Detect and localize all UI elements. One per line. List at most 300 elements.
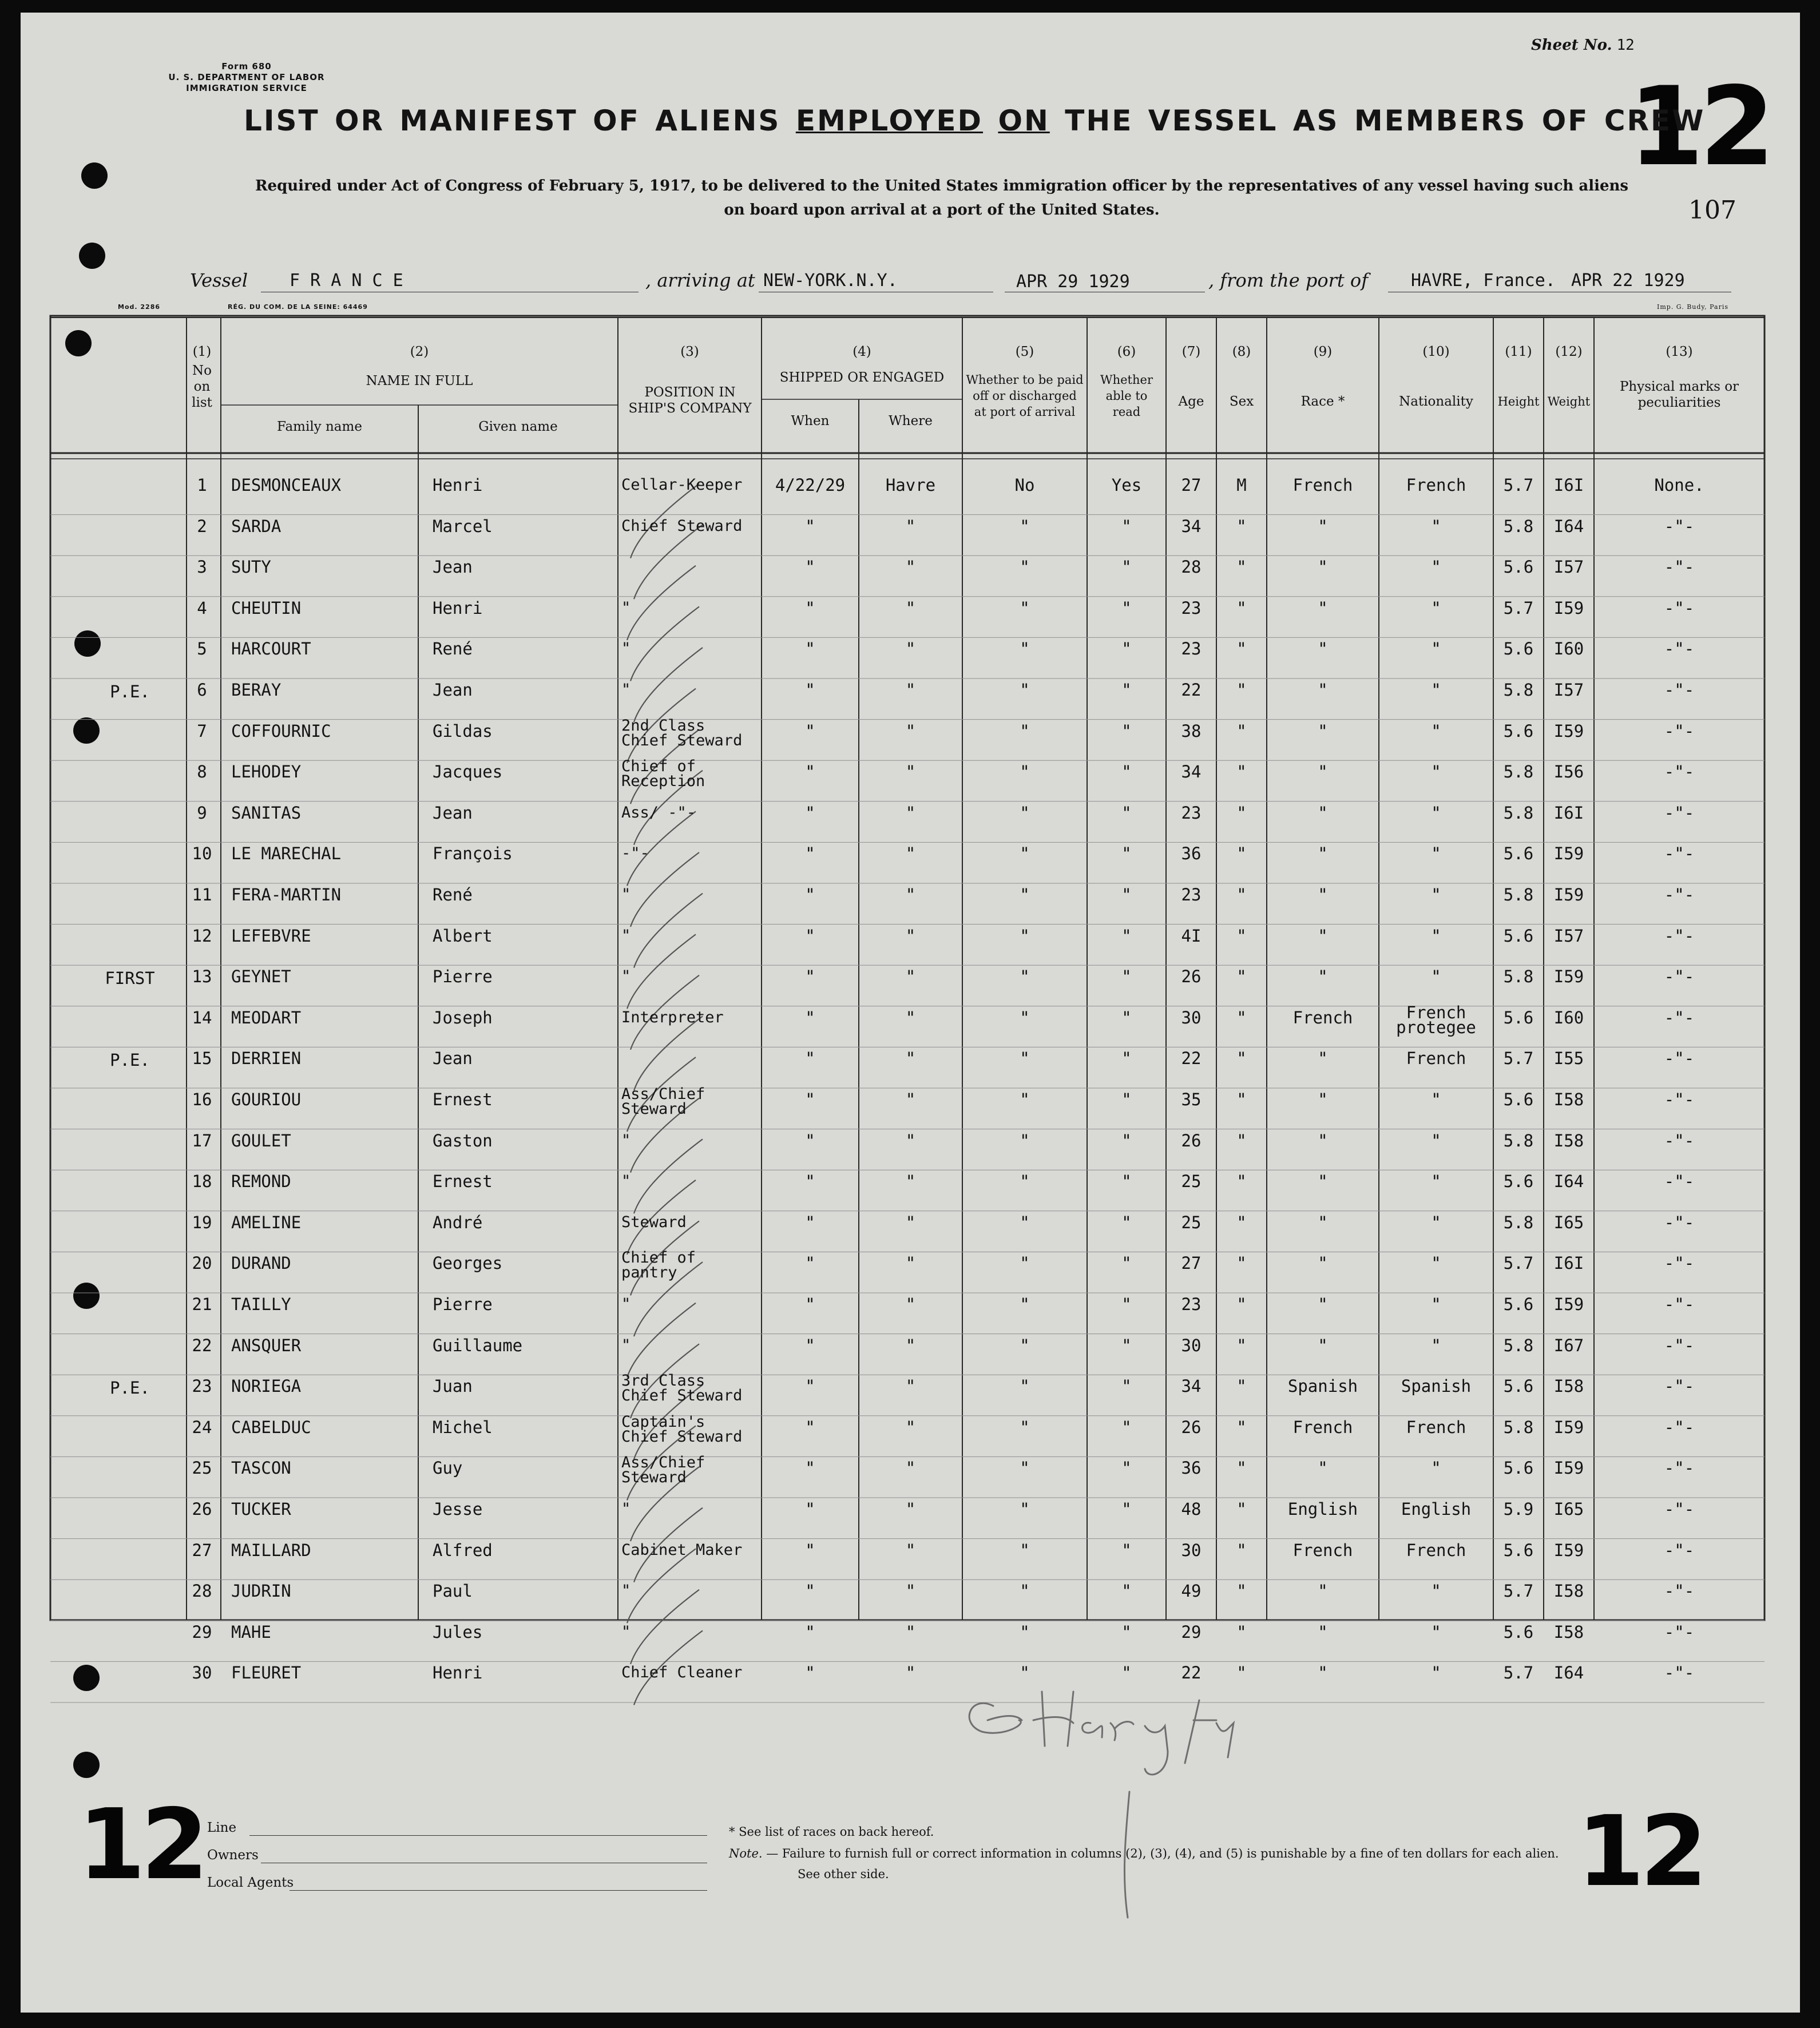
cell-given: Marcel (433, 516, 493, 536)
cell-read: " (1121, 1212, 1132, 1232)
cell-no: 16 (192, 1090, 212, 1109)
sheet-number-label: Sheet No. (1531, 37, 1612, 54)
cell-family: JUDRIN (231, 1581, 291, 1601)
cell-age: 28 (1181, 557, 1202, 577)
cell-when: " (805, 1130, 815, 1150)
owners-label: Owners (207, 1848, 259, 1863)
arrival-date: APR 29 1929 (1016, 272, 1130, 292)
cell-paid: " (1020, 1253, 1030, 1273)
cell-no: 5 (197, 639, 207, 659)
cell-read: " (1121, 639, 1132, 659)
cell-when: " (805, 1212, 815, 1232)
cell-height: 5.6 (1503, 844, 1534, 864)
cell-position: Cabinet Maker (621, 1541, 743, 1559)
cell-sex: " (1236, 680, 1247, 700)
cell-position: " (621, 640, 631, 658)
cell-paid: " (1020, 1172, 1030, 1192)
cell-read: " (1121, 1540, 1132, 1560)
cell-weight: I6I (1553, 1253, 1584, 1273)
registry-notice: RÉG. DU COM. DE LA SEINE: 64469 (228, 303, 368, 311)
manifest-sheet (21, 13, 1800, 2013)
cell-nat: " (1431, 1335, 1441, 1355)
cell-given: Ernest (433, 1172, 493, 1192)
cell-when: " (805, 1581, 815, 1601)
cell-position: Cellar-Keeper (621, 476, 743, 494)
cell-sex: " (1236, 1376, 1247, 1396)
cell-position: Ass/ -"- (621, 803, 696, 821)
cell-age: 30 (1181, 1540, 1202, 1560)
cell-sex: " (1236, 1172, 1247, 1192)
cell-position: Chief Steward (621, 517, 743, 535)
cell-age: 38 (1181, 721, 1202, 741)
cell-weight: I65 (1553, 1499, 1584, 1519)
cell-nat: " (1431, 1295, 1441, 1314)
cell-position: " (621, 598, 631, 617)
cell-sex: " (1236, 1295, 1247, 1314)
cell-height: 5.8 (1503, 1130, 1534, 1150)
cell-weight: I59 (1553, 967, 1584, 987)
cell-sex: " (1236, 1581, 1247, 1601)
cell-family: DERRIEN (231, 1049, 302, 1069)
cell-read: " (1121, 557, 1132, 577)
col-height-header: Height (1497, 395, 1540, 408)
cell-where: " (905, 1499, 916, 1519)
cell-when: " (805, 762, 815, 782)
cell-paid: " (1020, 1335, 1030, 1355)
cell-nat: " (1431, 1212, 1441, 1232)
cell-where: " (905, 926, 916, 946)
cell-marks: -"- (1664, 1622, 1695, 1642)
col-position-header: POSITION IN SHIP'S COMPANY (628, 385, 752, 416)
cell-given: Henri (433, 475, 483, 495)
cell-sex: " (1236, 639, 1247, 659)
cell-marks: -"- (1664, 1253, 1695, 1273)
cell-where: Havre (885, 475, 936, 495)
cell-nat: " (1431, 1622, 1441, 1642)
cell-nat: French protegee (1396, 1002, 1476, 1037)
col-paid-number: (5) (1015, 344, 1034, 359)
cell-race: " (1318, 1253, 1328, 1273)
col-sex-header: Sex (1229, 394, 1254, 409)
cell-read: " (1121, 1376, 1132, 1396)
cell-given: Ernest (433, 1090, 493, 1109)
cell-age: 23 (1181, 598, 1202, 618)
cell-height: 5.7 (1503, 1253, 1534, 1273)
cell-sex: " (1236, 1458, 1247, 1478)
cell-sex: " (1236, 1499, 1247, 1519)
margin-note: P.E. (110, 682, 150, 701)
cell-where: " (905, 1007, 916, 1027)
cell-sex: " (1236, 1007, 1247, 1027)
cell-marks: -"- (1664, 1007, 1695, 1027)
cell-height: 5.6 (1503, 1376, 1534, 1396)
cell-marks: -"- (1664, 1499, 1695, 1519)
cell-marks: -"- (1664, 762, 1695, 782)
cell-height: 5.8 (1503, 516, 1534, 536)
cell-when: " (805, 1049, 815, 1069)
cell-paid: " (1020, 1295, 1030, 1314)
cell-race: " (1318, 1581, 1328, 1601)
cell-age: 27 (1181, 475, 1202, 495)
cell-race: " (1318, 926, 1328, 946)
col-no-header: No on list (192, 363, 212, 410)
cell-paid: " (1020, 1130, 1030, 1150)
cell-weight: I59 (1553, 844, 1584, 864)
cell-height: 5.8 (1503, 967, 1534, 987)
cell-marks: -"- (1664, 1172, 1695, 1192)
cell-family: DURAND (231, 1253, 291, 1273)
cell-when: " (805, 885, 815, 904)
cell-no: 13 (192, 967, 212, 987)
cell-race: Spanish (1287, 1376, 1358, 1396)
cell-paid: " (1020, 1581, 1030, 1601)
cell-when: 4/22/29 (775, 475, 846, 495)
col-no-number: (1) (192, 344, 212, 359)
cell-age: 23 (1181, 639, 1202, 659)
local-agents-label: Local Agents (207, 1875, 294, 1890)
cell-height: 5.7 (1503, 475, 1534, 495)
stamped-number-left: 12 (78, 1788, 204, 1902)
cell-nat: " (1431, 885, 1441, 904)
cell-age: 26 (1181, 967, 1202, 987)
cell-read: " (1121, 1499, 1132, 1519)
cell-weight: I57 (1553, 680, 1584, 700)
cell-race: " (1318, 598, 1328, 618)
cell-when: " (805, 721, 815, 741)
cell-sex: " (1236, 967, 1247, 987)
cell-sex: " (1236, 516, 1247, 536)
cell-height: 5.6 (1503, 721, 1534, 741)
service-name: IMMIGRATION SERVICE (186, 83, 307, 93)
cell-position: Chief of Reception (621, 757, 705, 791)
cell-where: " (905, 1130, 916, 1150)
cell-paid: " (1020, 1622, 1030, 1642)
cell-race: " (1318, 844, 1328, 864)
cell-read: " (1121, 1049, 1132, 1069)
cell-height: 5.7 (1503, 1049, 1534, 1069)
note-label: Note. (729, 1847, 763, 1860)
cell-age: 23 (1181, 885, 1202, 904)
cell-sex: " (1236, 885, 1247, 904)
cell-age: 26 (1181, 1130, 1202, 1150)
cell-race: " (1318, 1458, 1328, 1478)
cell-nat: French (1406, 1049, 1466, 1069)
cell-weight: I56 (1553, 762, 1584, 782)
cell-position: Chief of pantry (621, 1249, 696, 1282)
cell-sex: " (1236, 762, 1247, 782)
cell-paid: " (1020, 1458, 1030, 1478)
cell-family: GEYNET (231, 967, 291, 987)
cell-when: " (805, 1295, 815, 1314)
cell-given: Jules (433, 1622, 483, 1642)
cell-age: 25 (1181, 1212, 1202, 1232)
department-name: U. S. DEPARTMENT OF LABOR (168, 72, 325, 82)
cell-weight: I58 (1553, 1090, 1584, 1109)
cell-height: 5.8 (1503, 680, 1534, 700)
cell-given: Paul (433, 1581, 473, 1601)
cell-family: AMELINE (231, 1212, 302, 1232)
cell-where: " (905, 1458, 916, 1478)
cell-read: " (1121, 598, 1132, 618)
cell-sex: " (1236, 1049, 1247, 1069)
cell-read: " (1121, 1130, 1132, 1150)
cell-race: " (1318, 680, 1328, 700)
cell-family: CHEUTIN (231, 598, 302, 618)
cell-paid: " (1020, 721, 1030, 741)
cell-age: 34 (1181, 1376, 1202, 1396)
cell-no: 2 (197, 516, 207, 536)
col-weight-number: (12) (1555, 344, 1583, 359)
col-age-header: Age (1178, 394, 1204, 409)
cell-height: 5.6 (1503, 926, 1534, 946)
cell-read: " (1121, 762, 1132, 782)
cell-position: 3rd Class Chief Steward (621, 1372, 743, 1405)
cell-age: 36 (1181, 844, 1202, 864)
cell-race: " (1318, 1663, 1328, 1683)
cell-no: 27 (192, 1540, 212, 1560)
cell-paid: No (1014, 475, 1035, 495)
cell-given: Michel (433, 1417, 493, 1437)
cell-weight: I58 (1553, 1581, 1584, 1601)
cell-where: " (905, 516, 916, 536)
cell-given: François (433, 844, 513, 864)
col-sex-number: (8) (1232, 344, 1251, 359)
cell-read: " (1121, 1295, 1132, 1314)
cell-family: MEODART (231, 1007, 302, 1027)
cell-height: 5.8 (1503, 1335, 1534, 1355)
cell-race: " (1318, 639, 1328, 659)
cell-paid: " (1020, 1049, 1030, 1069)
note-text: — Failure to furnish full or correct information in columns (2), (3), (4), and (5) is punishable by a fine of ten dollars for each alien. (766, 1847, 1559, 1860)
cell-where: " (905, 1253, 916, 1273)
cell-marks: -"- (1664, 1212, 1695, 1232)
cell-nat: " (1431, 680, 1441, 700)
cell-family: GOULET (231, 1130, 291, 1150)
cell-age: 34 (1181, 516, 1202, 536)
cell-no: 23 (192, 1376, 212, 1396)
cell-when: " (805, 557, 815, 577)
cell-when: " (805, 844, 815, 864)
cell-marks: -"- (1664, 885, 1695, 904)
line-label: Line (207, 1820, 237, 1835)
cell-paid: " (1020, 926, 1030, 946)
cell-paid: " (1020, 967, 1030, 987)
cell-when: " (805, 1663, 815, 1683)
cell-when: " (805, 639, 815, 659)
cell-height: 5.8 (1503, 1417, 1534, 1437)
col-given-name-header: Given name (478, 419, 558, 434)
cell-no: 29 (192, 1622, 212, 1642)
cell-marks: -"- (1664, 721, 1695, 741)
arrival-port: NEW-YORK.N.Y. (763, 271, 898, 291)
cell-no: 20 (192, 1253, 212, 1273)
cell-paid: " (1020, 1663, 1030, 1683)
cell-nat: French (1406, 1417, 1466, 1437)
cell-position: " (621, 1500, 631, 1518)
cell-height: 5.7 (1503, 1663, 1534, 1683)
cell-marks: -"- (1664, 967, 1695, 987)
cell-where: " (905, 1049, 916, 1069)
cell-given: Guy (433, 1458, 463, 1478)
cell-paid: " (1020, 1007, 1030, 1027)
cell-nat: " (1431, 926, 1441, 946)
margin-note: P.E. (110, 1378, 150, 1398)
cell-given: Henri (433, 1663, 483, 1683)
cell-weight: I59 (1553, 721, 1584, 741)
cell-no: 6 (197, 680, 207, 700)
cell-marks: -"- (1664, 1295, 1695, 1314)
cell-when: " (805, 1253, 815, 1273)
cell-weight: I64 (1553, 516, 1584, 536)
form-number: Form 680 (221, 61, 272, 72)
cell-age: 23 (1181, 803, 1202, 823)
cell-no: 3 (197, 557, 207, 577)
cell-height: 5.8 (1503, 885, 1534, 904)
cell-paid: " (1020, 1090, 1030, 1109)
cell-when: " (805, 1335, 815, 1355)
cell-position: 2nd Class Chief Steward (621, 716, 743, 749)
cell-paid: " (1020, 639, 1030, 659)
cell-no: 18 (192, 1172, 212, 1192)
col-family-name-header: Family name (277, 419, 362, 434)
cell-position: Ass/Chief Steward (621, 1454, 705, 1487)
cell-age: 26 (1181, 1417, 1202, 1437)
cell-height: 5.6 (1503, 639, 1534, 659)
cell-race: French (1292, 475, 1353, 495)
cell-height: 5.8 (1503, 762, 1534, 782)
cell-height: 5.7 (1503, 598, 1534, 618)
cell-weight: I64 (1553, 1663, 1584, 1683)
cell-nat: " (1431, 1090, 1441, 1109)
cell-where: " (905, 1090, 916, 1109)
cell-sex: " (1236, 721, 1247, 741)
cell-when: " (805, 1499, 815, 1519)
cell-position: Interpreter (621, 1008, 724, 1026)
cell-read: " (1121, 1663, 1132, 1683)
col-when-header: When (791, 414, 830, 428)
cell-given: Guillaume (433, 1335, 523, 1355)
cell-where: " (905, 598, 916, 618)
margin-note: FIRST (105, 969, 155, 989)
cell-given: Jacques (433, 762, 503, 782)
cell-given: Juan (433, 1376, 473, 1396)
cell-read: " (1121, 1458, 1132, 1478)
cell-age: 30 (1181, 1335, 1202, 1355)
arriving-label: , arriving at (645, 269, 755, 291)
stamped-number-right: 12 (1577, 1795, 1703, 1908)
cell-marks: -"- (1664, 803, 1695, 823)
cell-family: GOURIOU (231, 1090, 302, 1109)
cell-race: " (1318, 803, 1328, 823)
cell-height: 5.6 (1503, 1172, 1534, 1192)
col-height-number: (11) (1505, 344, 1532, 359)
cell-weight: I59 (1553, 1417, 1584, 1437)
cell-race: " (1318, 1212, 1328, 1232)
cell-read: " (1121, 1172, 1132, 1192)
cell-when: " (805, 1458, 815, 1478)
col-nationality-header: Nationality (1399, 394, 1473, 409)
requirement-line: Required under Act of Congress of February 5, 1917, to be delivered to the United States immigration officer by the representatives of any vessel having such aliens (255, 177, 1629, 195)
cell-height: 5.7 (1503, 1581, 1534, 1601)
cell-position: Captain's Chief Steward (621, 1412, 743, 1446)
departure-port: HAVRE, France. (1411, 271, 1556, 291)
cell-paid: " (1020, 1376, 1030, 1396)
col-nationality-number: (10) (1422, 344, 1450, 359)
cell-nat: " (1431, 1581, 1441, 1601)
cell-nat: " (1431, 762, 1441, 782)
cell-nat: " (1431, 1253, 1441, 1273)
cell-nat: Spanish (1401, 1376, 1472, 1396)
cell-age: 49 (1181, 1581, 1202, 1601)
cell-given: Pierre (433, 967, 493, 987)
cell-no: 28 (192, 1581, 212, 1601)
cell-read: Yes (1111, 475, 1142, 495)
cell-position: " (621, 967, 631, 986)
cell-given: Joseph (433, 1007, 493, 1027)
cell-no: 26 (192, 1499, 212, 1519)
cell-where: " (905, 803, 916, 823)
cell-given: Jean (433, 680, 473, 700)
cell-paid: " (1020, 1417, 1030, 1437)
cell-sex: " (1236, 926, 1247, 946)
cell-where: " (905, 680, 916, 700)
from-port-label: , from the port of (1208, 269, 1369, 291)
col-read-header: Whether able to read (1100, 373, 1153, 419)
cell-family: LEFEBVRE (231, 926, 311, 946)
form-model: Mod. 2286 (118, 303, 161, 311)
cell-read: " (1121, 1417, 1132, 1437)
cell-weight: I58 (1553, 1376, 1584, 1396)
cell-race: " (1318, 1335, 1328, 1355)
cell-given: Georges (433, 1253, 503, 1273)
cell-height: 5.9 (1503, 1499, 1534, 1519)
cell-read: " (1121, 1090, 1132, 1109)
cell-weight: I59 (1553, 598, 1584, 618)
cell-when: " (805, 1622, 815, 1642)
cell-where: " (905, 1417, 916, 1437)
cell-no: 21 (192, 1295, 212, 1314)
cell-read: " (1121, 885, 1132, 904)
cell-nat: " (1431, 516, 1441, 536)
cell-when: " (805, 967, 815, 987)
cell-paid: " (1020, 844, 1030, 864)
vessel-name: F R A N C E (290, 271, 403, 291)
col-marks-number: (13) (1666, 344, 1693, 359)
cell-family: LE MARECHAL (231, 844, 342, 864)
cell-age: 36 (1181, 1458, 1202, 1478)
cell-marks: -"- (1664, 639, 1695, 659)
cell-where: " (905, 1540, 916, 1560)
cell-race: " (1318, 1090, 1328, 1109)
cell-family: SANITAS (231, 803, 302, 823)
cell-age: 25 (1181, 1172, 1202, 1192)
cell-position: Chief Cleaner (621, 1664, 743, 1682)
col-weight-header: Weight (1547, 395, 1591, 408)
cell-sex: M (1236, 475, 1247, 495)
cell-weight: I59 (1553, 1295, 1584, 1314)
cell-where: " (905, 721, 916, 741)
cell-nat: " (1431, 967, 1441, 987)
cell-no: 10 (192, 844, 212, 864)
cell-marks: -"- (1664, 1130, 1695, 1150)
cell-age: 48 (1181, 1499, 1202, 1519)
cell-sex: " (1236, 1090, 1247, 1109)
cell-race: " (1318, 762, 1328, 782)
cell-when: " (805, 598, 815, 618)
cell-sex: " (1236, 1417, 1247, 1437)
cell-paid: " (1020, 803, 1030, 823)
cell-when: " (805, 516, 815, 536)
